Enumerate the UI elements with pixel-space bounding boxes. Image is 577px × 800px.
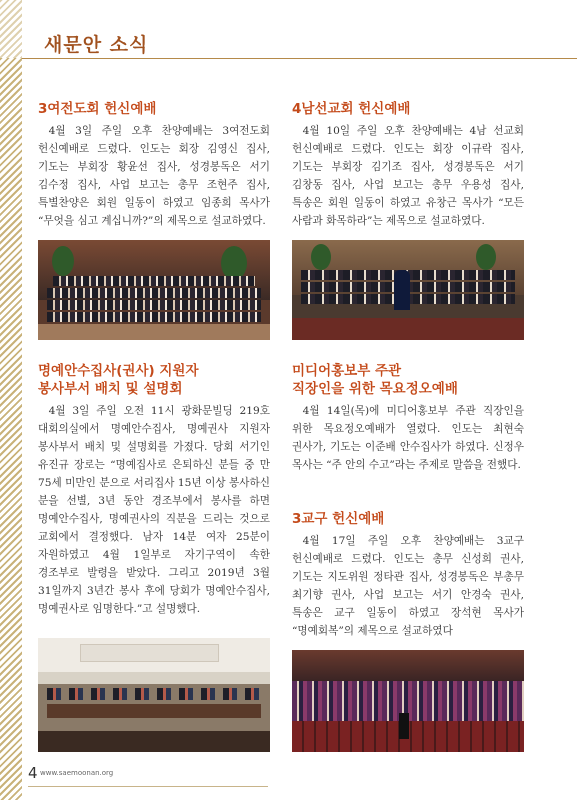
article-title-women-mission: 3여전도회 헌신예배	[38, 101, 157, 117]
photo-women-mission-choir	[38, 240, 270, 340]
article-title-line-2: 직장인을 위한 목요정오예배	[292, 381, 458, 397]
article-title-line-1: 명예안수집사(권사) 지원자	[38, 363, 199, 379]
article-body-women-mission: 4월 3일 주일 오후 찬양예배는 3여전도회 헌신예배로 드렸다. 인도는 회장 김영신 집사, 기도는 부회장 황윤선 집사, 성경봉독은 서기 김수정 집사, 사업 보고는 총무 조현주 집사, 특별찬양은 회원 일동이 하였고 임종희 목사가 “무엇을 심고 계십니까?”의 제목으로 설교하였다.	[38, 125, 270, 227]
article-title-men-mission: 4남선교회 헌신예배	[292, 101, 411, 117]
article-body-honorary-deacons: 4월 3일 주일 오전 11시 광화문빌딩 219호 대회의실에서 명예안수집사, 명예권사 지원자 봉사부서 배치 및 설명회를 가졌다. 당회 서기인 유진규 장로는 “명예집사로 은퇴하신 분들 중 만 75세 미만인 분으로 서리집사 15년 이상 봉사하신 분을 선별, 3년 동안 경조부에서 봉사를 하면 명예안수집사, 명예권사의 직분을 드리는 것으로 교회에서 결정했다. 남자 14분 여자 25분이 자원하였고 4월 1일부로 자기구역이 속한 경조부로 발령을 받았다. 그리고 2019년 3월 31일까지 3년간 봉사 후에 당회가 명예안수집사, 명예권사로 임명한다.”고 설명했다.	[38, 405, 270, 615]
photo-district-3-congregation	[292, 650, 524, 752]
section-title: 새문안 소식	[44, 34, 149, 56]
photo-men-mission-choir	[292, 240, 524, 340]
article-body-district-3: 4월 17일 주일 오후 찬양예배는 3교구 헌신예배로 드렸다. 인도는 총무 신성희 권사, 기도는 지도위원 정타관 집사, 성경봉독은 부총무 최기향 권사, 사업 보고는 서기 안경숙 권사, 특송은 교구 일동이 하였고 장석현 목사가 “명예회복”의 제목으로 설교하였다	[292, 535, 524, 637]
footer-divider	[28, 786, 268, 787]
article-body-media-worship: 4월 14일(목)에 미디어홍보부 주관 직장인을 위한 목요정오예배가 열렸다. 인도는 최현숙 권사가, 기도는 이준배 안수집사가 하였다. 신정우 목사는 “주 안의 수고”라는 주제로 말씀을 전했다.	[292, 405, 524, 471]
article-title-line-2: 봉사부서 배치 및 설명회	[38, 381, 183, 397]
header-divider	[22, 58, 577, 59]
article-title-line-1: 미디어홍보부 주관	[292, 363, 402, 379]
footer-site-url: www.saemoonan.org	[40, 769, 114, 777]
photo-meeting-room	[38, 638, 270, 752]
side-stripe-decoration	[0, 58, 22, 800]
article-title-media-worship	[292, 362, 524, 398]
article-title-honorary-deacons	[38, 362, 270, 398]
page-number: 4	[28, 764, 38, 782]
header-stripe-decoration	[0, 0, 22, 58]
article-body-men-mission: 4월 10일 주일 오후 찬양예배는 4남 선교회 헌신예배로 드렸다. 인도는 회장 이규락 집사, 기도는 부회장 김기조 집사, 성경봉독은 서기 김창동 집사, 사업 보고는 총무 우용성 집사, 특송은 회원 일동이 하였고 유창근 목사가 “모든 사람과 화목하라”는 제목으로 설교하였다.	[292, 125, 524, 227]
article-title-district-3: 3교구 헌신예배	[292, 511, 385, 527]
